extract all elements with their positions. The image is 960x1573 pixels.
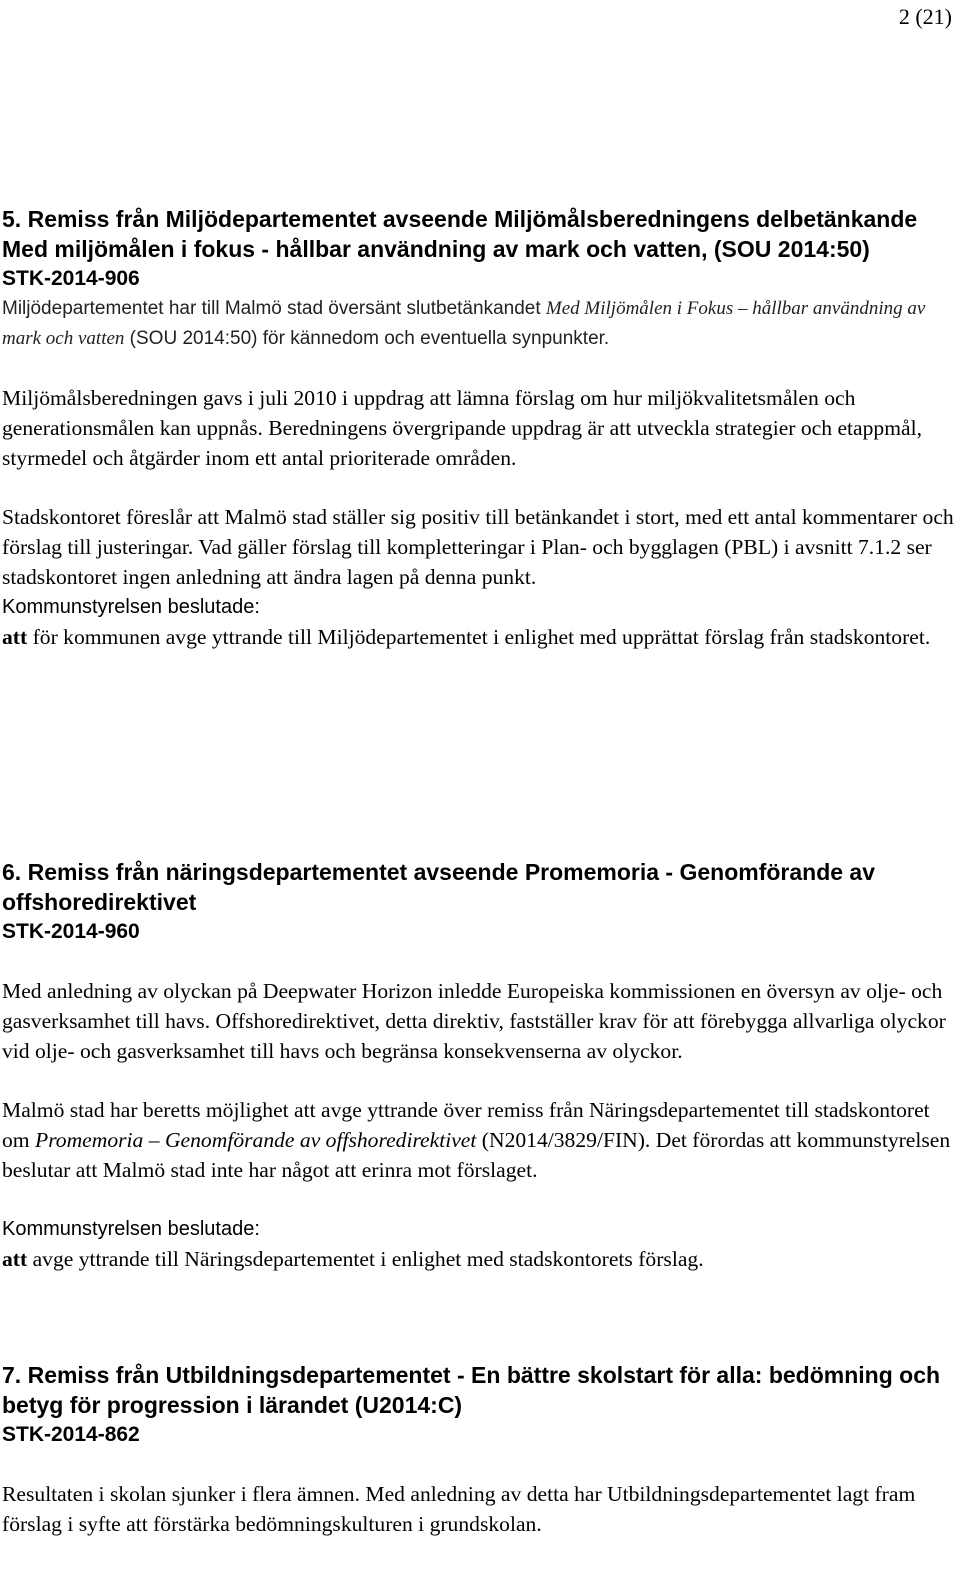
section-6: [2, 857, 956, 1274]
section-5-number: 5.: [2, 206, 22, 232]
section-6-decision-att: att: [2, 1247, 28, 1271]
section-6-paragraph-2: [2, 1095, 956, 1185]
section-5-intro: [2, 294, 956, 354]
section-5-paragraph-2: Stadskontoret föreslår att Malmö stad ställer sig positiv till betänkandet i stort, med ett antal kommentarer och förslag till justeringar. Vad gäller förslag till kompletteringar i Plan- och bygglagen (PBL) i avsnitt 7.1.2 ser stadskontoret ingen anledning att ändra lagen på denna punkt.: [2, 505, 954, 589]
section-5-decision-text: för kommunen avge yttrande till Miljödepartementet i enlighet med upprättat förslag från stadskontoret.: [27, 625, 931, 649]
section-6-paragraph-2-end: (N2014/3829/FIN). Det förordas att kommunstyrelsen beslutar att Malmö stad inte har något att erinra mot förslaget.: [2, 1128, 951, 1182]
section-6-reference: STK-2014-960: [2, 920, 140, 943]
section-6-decision-label: Kommunstyrelsen beslutade:: [2, 1218, 260, 1240]
section-7-number: 7.: [2, 1362, 22, 1388]
section-6-decision: [2, 1244, 956, 1274]
section-5-intro-title: Med Miljömålen i Fokus – hållbar användning av mark och vatten: [2, 298, 926, 349]
section-5-intro-text: Miljödepartementet har till Malmö stad översänt slutbetänkandet: [2, 298, 546, 319]
section-7-title: Remiss från Utbildningsdepartementet - En bättre skolstart för alla: bedömning och betyg för progression i lärandet (U2014:C): [2, 1362, 941, 1418]
section-7-reference: STK-2014-862: [2, 1423, 140, 1446]
section-6-decision-text: avge yttrande till Näringsdepartementet i enlighet med stadskontorets förslag.: [27, 1247, 704, 1271]
section-6-title: Remiss från näringsdepartementet avseende Promemoria - Genomförande av offshoredirektivet: [2, 859, 876, 915]
section-6-heading: [2, 857, 956, 917]
section-7: [2, 1360, 956, 1539]
section-7-heading: [2, 1360, 956, 1420]
section-5-title: Remiss från Miljödepartementet avseende Miljömålsberedningens delbetänkande Med miljömålen i fokus - hållbar användning av mark och vatten, (SOU 2014:50): [2, 206, 918, 262]
section-5-decision-label: Kommunstyrelsen beslutade:: [2, 596, 260, 618]
section-5-paragraph-1: Miljömålsberedningen gavs i juli 2010 i uppdrag att lämna förslag om hur miljökvalitetsmålen och generationsmålen kan uppnås. Beredningens övergripande uppdrag är att utveckla strategier och etappmål, styrmedel och åtgärder inom ett antal prioriterade områden.: [2, 386, 923, 470]
section-6-paragraph-2-title: Promemoria – Genomförande av offshoredirektivet: [35, 1128, 477, 1152]
section-7-paragraph-1: Resultaten i skolan sjunker i flera ämnen. Med anledning av detta har Utbildningsdepartementet lagt fram förslag i syfte att förstärka bedömningskulturen i grundskolan.: [2, 1482, 916, 1536]
section-5-intro-end: (SOU 2014:50) för kännedom och eventuella synpunkter.: [124, 328, 610, 349]
section-5-decision-att: att: [2, 625, 28, 649]
section-6-paragraph-2-text: Malmö stad har beretts möjlighet att avge yttrande över remiss från Näringsdepartementet till stadskontoret om: [2, 1098, 930, 1152]
section-6-paragraph-1: Med anledning av olyckan på Deepwater Horizon inledde Europeiska kommissionen en översyn av olje- och gasverksamhet till havs. Offshoredirektivet, detta direktiv, fastställer krav för att förebygga allvarliga olyckor vid olje- och gasverksamhet till havs och begränsa konsekvenserna av olyckor.: [2, 979, 946, 1063]
page-number: 2 (21): [898, 4, 952, 29]
section-5: [2, 204, 956, 652]
section-5-decision: [2, 622, 956, 652]
section-5-heading: [2, 204, 956, 264]
section-5-reference: STK-2014-906: [2, 267, 140, 290]
section-6-number: 6.: [2, 859, 22, 885]
